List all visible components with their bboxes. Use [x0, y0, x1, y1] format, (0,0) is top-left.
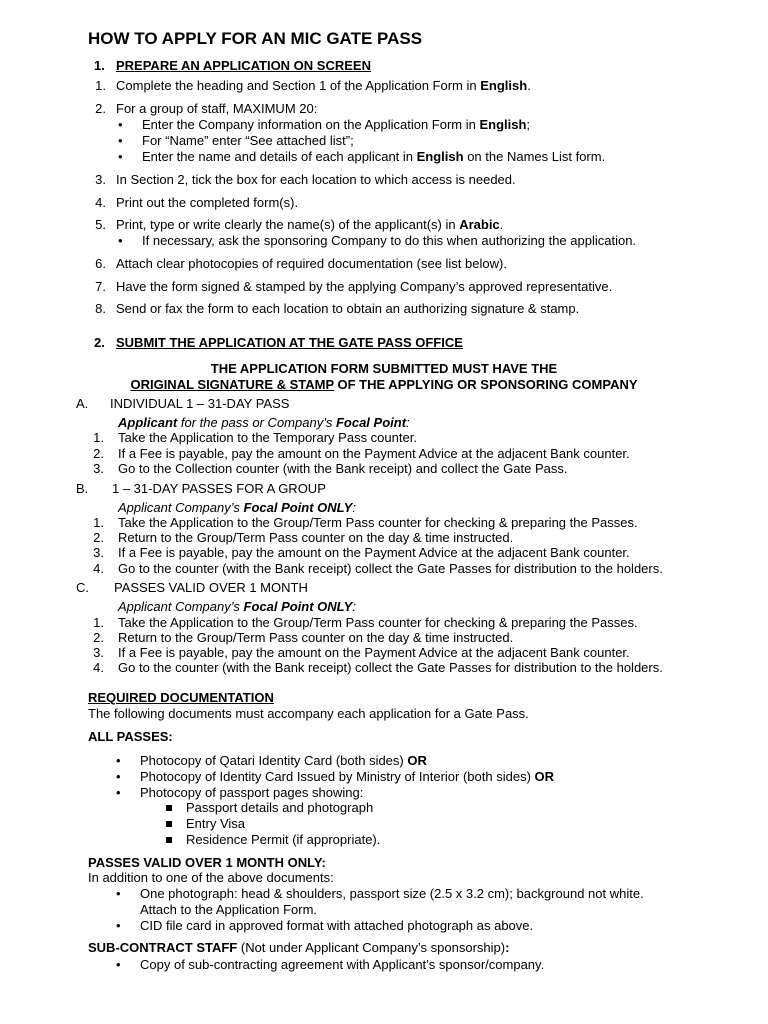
- month-item-continuation: Attach to the Application Form.: [140, 902, 318, 917]
- docs-intro: The following documents must accompany each application for a Gate Pass.: [88, 706, 529, 721]
- month-item: • One photograph: head & shoulders, passport size (2.5 x 3.2 cm); background not white.: [116, 886, 644, 901]
- month-item: • CID file card in approved format with attached photograph as above.: [116, 918, 534, 933]
- subcontract-heading: SUB-CONTRACT STAFF (Not under Applicant Company’s sponsorship):: [88, 940, 510, 955]
- section2-number: 2.: [94, 335, 105, 350]
- option-b-heading: 1 – 31-DAY PASSES FOR A GROUP: [112, 481, 326, 496]
- section1-number: 1.: [94, 58, 105, 73]
- section1-step-2-bullet-a: • Enter the Company information on the Application Form in English;: [118, 117, 531, 132]
- option-a-heading: INDIVIDUAL 1 – 31-DAY PASS: [110, 396, 290, 411]
- page-title: HOW TO APPLY FOR AN MIC GATE PASS: [88, 29, 423, 48]
- month-intro: In addition to one of the above documents:: [88, 870, 334, 885]
- passport-sub-item: Residence Permit (if appropriate).: [166, 832, 380, 847]
- passport-sub-item: Entry Visa: [166, 816, 245, 831]
- square-bullet-icon: [166, 805, 172, 811]
- option-b-who: Applicant Company’s Focal Point ONLY:: [118, 500, 356, 515]
- square-bullet-icon: [166, 837, 172, 843]
- notice-line-1: THE APPLICATION FORM SUBMITTED MUST HAVE THE: [210, 361, 558, 376]
- square-bullet-icon: [166, 821, 172, 827]
- section1-step-2-bullet-b: • For “Name” enter “See attached list”;: [118, 133, 354, 148]
- all-passes-item: • Photocopy of passport pages showing:: [116, 785, 364, 800]
- option-b-letter: B.: [76, 481, 89, 496]
- section2-heading: SUBMIT THE APPLICATION AT THE GATE PASS OFFICE: [116, 335, 463, 350]
- month-heading: PASSES VALID OVER 1 MONTH ONLY:: [88, 855, 326, 870]
- section1-heading: PREPARE AN APPLICATION ON SCREEN: [116, 58, 371, 73]
- all-passes-heading: ALL PASSES:: [88, 729, 173, 744]
- subcontract-item: • Copy of sub-contracting agreement with Applicant’s sponsor/company.: [116, 957, 545, 972]
- option-a-who: Applicant for the pass or Company’s Focal Point:: [118, 415, 410, 430]
- section1-step-2-bullet-c: • Enter the name and details of each applicant in English on the Names List form.: [118, 149, 606, 164]
- option-c-who: Applicant Company’s Focal Point ONLY:: [118, 599, 356, 614]
- section1-step-5-bullet: • If necessary, ask the sponsoring Company to do this when authorizing the application.: [118, 233, 637, 248]
- option-a-letter: A.: [76, 396, 89, 411]
- docs-heading: REQUIRED DOCUMENTATION: [88, 690, 274, 705]
- all-passes-item: • Photocopy of Qatari Identity Card (both sides) OR: [116, 753, 427, 768]
- notice-line-2: ORIGINAL SIGNATURE & STAMP OF THE APPLYING OR SPONSORING COMPANY: [130, 377, 638, 392]
- passport-sub-item: Passport details and photograph: [166, 800, 373, 815]
- option-c-letter: C.: [76, 580, 89, 595]
- all-passes-item: • Photocopy of Identity Card Issued by Ministry of Interior (both sides) OR: [116, 769, 555, 784]
- option-c-heading: PASSES VALID OVER 1 MONTH: [114, 580, 308, 595]
